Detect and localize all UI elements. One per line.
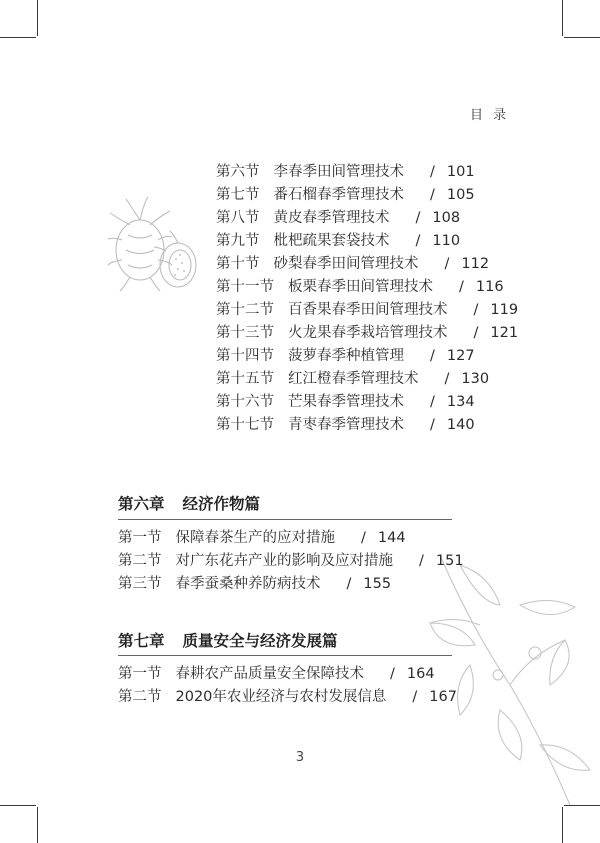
separator: /: [430, 348, 435, 364]
crop-mark-top-right-v: [562, 0, 563, 36]
separator: /: [444, 371, 450, 387]
separator: /: [412, 689, 418, 705]
crop-mark-bottom-left-v: [37, 807, 38, 843]
crop-mark-top-right-h: [564, 37, 600, 38]
section-title: 保障春茶生产的应对措施: [175, 530, 335, 546]
section-title: 板栗春季田间管理技术: [288, 279, 433, 295]
section-title: 对广东花卉产业的影响及应对措施: [175, 553, 393, 569]
section-title: 菠萝春季种植管理: [288, 348, 404, 364]
page-ref: 164: [406, 666, 435, 682]
toc-entry[interactable]: [216, 345, 475, 367]
page-ref: 112: [461, 256, 490, 272]
separator: /: [430, 417, 435, 433]
section-title: 火龙果春季栽培管理技术: [288, 325, 448, 341]
toc-entry[interactable]: [216, 230, 460, 252]
separator: /: [415, 210, 421, 226]
chapter-label: 第六章: [118, 495, 165, 513]
separator: /: [346, 576, 352, 592]
separator: /: [473, 325, 479, 341]
toc-entry[interactable]: [216, 414, 475, 436]
section-title: 芒果春季管理技术: [288, 394, 404, 410]
section-number: 第一节: [118, 530, 162, 546]
page-number: 3: [295, 750, 305, 765]
section-title: 百香果春季田间管理技术: [288, 302, 448, 318]
chapter-heading[interactable]: [118, 629, 338, 651]
page-ref: 119: [490, 302, 519, 318]
section-number: 第十三节: [216, 325, 274, 341]
toc-entry[interactable]: [118, 573, 391, 595]
page-ref: 110: [432, 233, 461, 249]
section-title: 春耕农产品质量安全保障技术: [175, 666, 364, 682]
chapter-title: 质量安全与经济发展篇: [182, 632, 338, 650]
page-ref: 134: [446, 394, 475, 410]
section-title: 砂梨春季田间管理技术: [273, 256, 419, 272]
section-number: 第一节: [118, 666, 162, 682]
section-number: 第三节: [118, 576, 162, 592]
page-ref: 116: [475, 279, 504, 295]
dragon-fruit-illustration-icon: [100, 195, 210, 305]
section-title: 2020年农业经济与农村发展信息: [175, 689, 387, 705]
page-ref: 101: [446, 164, 475, 180]
toc-entry[interactable]: [216, 322, 518, 344]
page-ref: 121: [490, 325, 519, 341]
separator: /: [390, 666, 395, 682]
toc-entry[interactable]: [118, 686, 457, 708]
running-header-title: 目 录: [470, 108, 510, 123]
section-number: 第十二节: [216, 302, 274, 318]
separator: /: [430, 164, 435, 180]
toc-entry[interactable]: [216, 299, 518, 321]
separator: /: [430, 187, 435, 203]
page-ref: 151: [435, 553, 464, 569]
separator: /: [444, 256, 450, 272]
page-ref: 167: [429, 689, 457, 705]
section-title: 黄皮春季管理技术: [273, 210, 390, 226]
section-number: 第十七节: [216, 417, 274, 433]
page-ref: 127: [446, 348, 475, 364]
section-number: 第二节: [118, 553, 162, 569]
section-number: 第十节: [216, 256, 260, 272]
page-ref: 144: [377, 530, 406, 546]
section-number: 第十六节: [216, 394, 274, 410]
chapter-divider: [118, 655, 452, 656]
toc-entry[interactable]: [118, 550, 464, 572]
section-number: 第二节: [118, 689, 162, 705]
section-number: 第六节: [216, 164, 260, 180]
section-title: 春季蚕桑种养防病技术: [175, 576, 321, 592]
toc-entry[interactable]: [216, 368, 489, 390]
crop-mark-bottom-left-h: [0, 805, 36, 806]
section-title: 李春季田间管理技术: [273, 164, 404, 180]
toc-entry[interactable]: [216, 184, 475, 206]
crop-mark-top-left-h: [0, 37, 36, 38]
toc-entry[interactable]: [216, 391, 475, 413]
chapter-heading[interactable]: [118, 492, 260, 514]
section-title: 红江橙春季管理技术: [288, 371, 419, 387]
chapter-label: 第七章: [118, 632, 165, 650]
crop-mark-top-left-v: [37, 0, 38, 36]
chapter-divider: [118, 519, 452, 520]
section-number: 第十五节: [216, 371, 274, 387]
separator: /: [361, 530, 366, 546]
page-ref: 130: [461, 371, 490, 387]
section-number: 第七节: [216, 187, 260, 203]
toc-entry[interactable]: [216, 161, 475, 183]
toc-entry[interactable]: [118, 527, 406, 549]
toc-entry[interactable]: [216, 276, 504, 298]
section-title: 番石榴春季管理技术: [273, 187, 404, 203]
separator: /: [415, 233, 421, 249]
separator: /: [419, 553, 424, 569]
separator: /: [459, 279, 464, 295]
page-ref: 105: [446, 187, 475, 203]
section-title: 青枣春季管理技术: [288, 417, 404, 433]
section-number: 第十四节: [216, 348, 274, 364]
section-number: 第九节: [216, 233, 260, 249]
section-title: 枇杷疏果套袋技术: [273, 233, 390, 249]
separator: /: [430, 394, 435, 410]
section-number: 第十一节: [216, 279, 274, 295]
separator: /: [473, 302, 479, 318]
page-ref: 108: [432, 210, 461, 226]
page-ref: 155: [363, 576, 392, 592]
toc-entry[interactable]: [216, 253, 489, 275]
chapter-title: 经济作物篇: [182, 495, 261, 513]
page-ref: 140: [446, 417, 475, 433]
toc-entry[interactable]: [118, 663, 435, 685]
toc-entry[interactable]: [216, 207, 460, 229]
section-number: 第八节: [216, 210, 260, 226]
